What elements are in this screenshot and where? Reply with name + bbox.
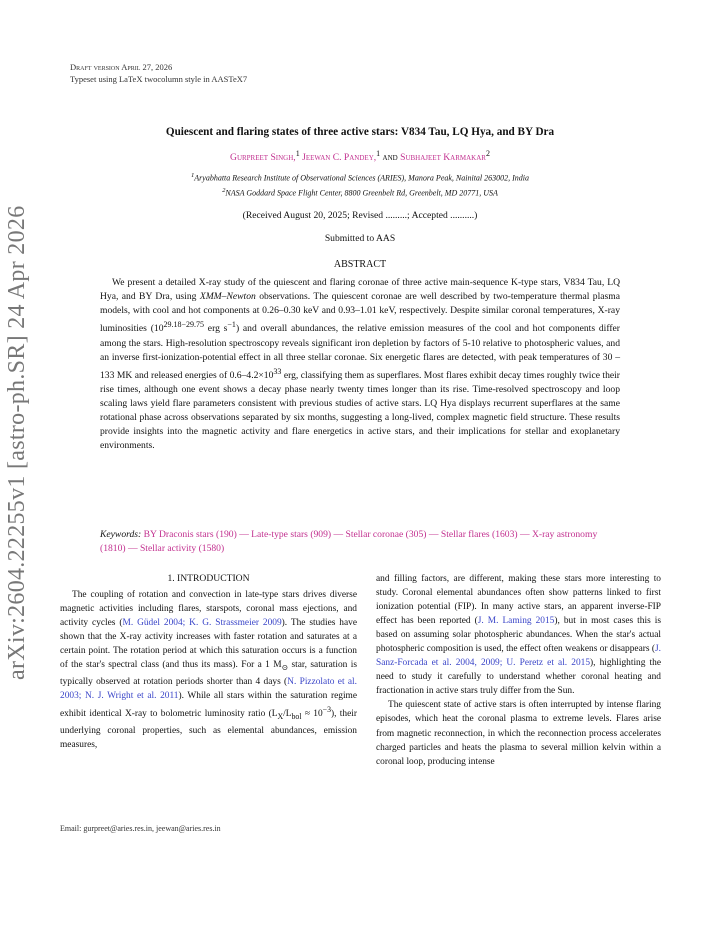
body-text: and filling factors, are different, making these stars more interesting to study. Coronal elemental abundances often show patterns linked to first ionization potential (FIP). In many active stars, an apparent inverse-FIP effect has been reported ( <box>376 574 661 627</box>
keywords-label: Keywords: <box>100 529 142 540</box>
exponent: −3 <box>322 705 332 715</box>
affiliations <box>60 170 660 199</box>
body-text: /L <box>283 709 292 720</box>
affil-mark: 1 <box>295 149 300 158</box>
draft-version: Draft version April 27, 2026 <box>70 62 173 72</box>
body-text: ), but in most cases this is based on assuming solar photospheric abundances. When the star's actual photospheric composition is used, the effect often weakens or disappears ( <box>376 616 661 655</box>
body-text: The coupling of rotation and convection in late-type stars drives diverse magnetic activities including flares, starspots, coronal mass ejections, and activity cycles ( <box>60 590 357 629</box>
abstract-heading: ABSTRACT <box>333 259 387 270</box>
affil-num: 2 <box>222 186 226 194</box>
abstract-text: erg, classifying them as superflares. Most flares exhibit decay times roughly twice their rise times, although one event shows a decay phase nearly twenty times longer than its rise. Time-resolved spectroscopy and loop scaling laws yield flare parameters consistent with previous studies of active stars. LQ Hya displays recurrent superflares at the same rotational phase across observations separated by six months, suggesting a long-lived, complex magnetic field structure. These results provide insights into the magnetic activity and flare energetics in active stars, and their implications for stellar and exoplanetary environments. <box>100 369 620 452</box>
email-footnote: Email: gurpreet@aries.res.in, jeewan@aries.res.in <box>60 824 221 833</box>
submitted-to: Submitted to AAS <box>324 233 396 244</box>
subscript: X <box>277 712 284 722</box>
affiliation-1 <box>60 170 660 185</box>
paragraph <box>376 572 661 698</box>
keyword-links[interactable]: BY Draconis stars (190) — Late-type stars (909) — Stellar coronae (305) — Stellar flares (1603) — X-ray astronomy (1810) — Stellar activity (1580) <box>100 529 598 554</box>
typeset-note: Typeset using LaTeX twocolumn style in AASTeX7 <box>70 74 248 84</box>
citation-link[interactable]: N. Pizzolato et al. 2003; N. J. Wright et al. 2011 <box>60 677 357 702</box>
abstract-body <box>100 276 620 454</box>
author-pandey[interactable]: Jeewan C. Pandey, <box>302 152 377 164</box>
exponent: 29.18−29.75 <box>163 320 205 330</box>
affil-mark: 2 <box>485 149 490 158</box>
mission-name: XMM–Newton <box>199 291 256 303</box>
affil-num: 1 <box>190 172 195 179</box>
affil-mark: 1 <box>376 149 381 158</box>
citation-link[interactable]: J. Sanz-Forcada et al. 2004, 2009; U. Peretz et al. 2015 <box>376 644 661 669</box>
sun-symbol: ⊙ <box>281 663 289 673</box>
keywords <box>100 528 620 556</box>
abstract-text: observations. The quiescent coronae are well described by two-temperature thermal plasma models, with cool and hot components at 0.26–0.30 keV and 0.93–1.01 keV, respectively. Despite similar coronal temperatures, X-ray luminosities (10 <box>100 291 620 335</box>
received-dates: (Received August 20, 2025; Revised .........; Accepted ..........) <box>242 210 478 221</box>
affil-text: NASA Goddard Space Flight Center, 8800 Greenbelt Rd, Greenbelt, MD 20771, USA <box>225 188 498 198</box>
left-column-text <box>60 588 357 752</box>
body-text: ), highlighting the need to study it carefully to understand whether coronal heating and fractionation in active stars truly differ from the Sun. <box>376 658 661 697</box>
exponent: −1 <box>227 320 236 330</box>
body-text: ). While all stars within the saturation regime exhibit identical X-ray to bolometric luminosity ratio (L <box>60 691 358 720</box>
citation-link[interactable]: M. Güdel 2004; K. G. Strassmeier 2009 <box>122 618 282 629</box>
paper-title: Quiescent and flaring states of three active stars: V834 Tau, LQ Hya, and BY Dra <box>165 126 555 138</box>
right-column-text <box>376 572 661 769</box>
affiliation-2 <box>60 185 660 200</box>
abstract-text: We present a detailed X-ray study of the quiescent and flaring coronae of three active main-sequence K-type stars, V834 Tau, LQ Hya, and BY Dra, using <box>100 277 620 303</box>
section-heading-introduction: 1. INTRODUCTION <box>167 573 250 584</box>
exponent: 33 <box>273 366 282 376</box>
author-list <box>60 149 660 163</box>
body-text: star, saturation is typically observed at rotation periods shorter than 4 days ( <box>60 660 357 688</box>
affil-text: Aryabhatta Research Institute of Observational Sciences (ARIES), Manora Peak, Nainital 263002, India <box>194 173 530 183</box>
abstract-text: erg s <box>204 323 228 335</box>
body-text: ), their underlying coronal properties, such as elemental abundances, emission measures, <box>60 709 357 751</box>
author-and: and <box>380 152 401 164</box>
paragraph: The quiescent state of active stars is often interrupted by intense flaring episodes, which heat the coronal plasma to extreme levels. Flares arise from magnetic reconnection, in which the reconnection process accelerates charged particles and heats the plasma to several million kelvin within a coronal loop, producing intense <box>376 700 661 767</box>
draft-header <box>70 61 247 85</box>
author-karmakar[interactable]: Subhajeet Karmakar <box>400 152 486 164</box>
arxiv-identifier: arXiv:2604.22255v1 [astro-ph.SR] 24 Apr 2026 <box>4 205 30 680</box>
subscript: bol <box>291 712 302 722</box>
citation-link[interactable]: J. M. Laming 2015 <box>477 616 555 627</box>
author-singh[interactable]: Gurpreet Singh, <box>230 152 296 164</box>
body-text: ≈ 10 <box>301 709 323 720</box>
abstract-text: ) and overall abundances, the relative emission measures of the cool and hot components differ among the stars. High-resolution spectroscopy reveals significant iron depletion by factors of 5-10 relative to photospheric values, and an inverse first-ionization-potential effect in all three stellar coronae. Six energetic flares are detected, with peak temperatures of 30 – 133 MK and released energies of 0.6–4.2×10 <box>100 323 621 381</box>
body-text: ). The studies have shown that the X-ray activity increases with faster rotation and saturates at a certain point. The rotation period at which this saturation occurs is a function of the star's spectral class (and thus its mass). For a 1 M <box>60 618 357 671</box>
